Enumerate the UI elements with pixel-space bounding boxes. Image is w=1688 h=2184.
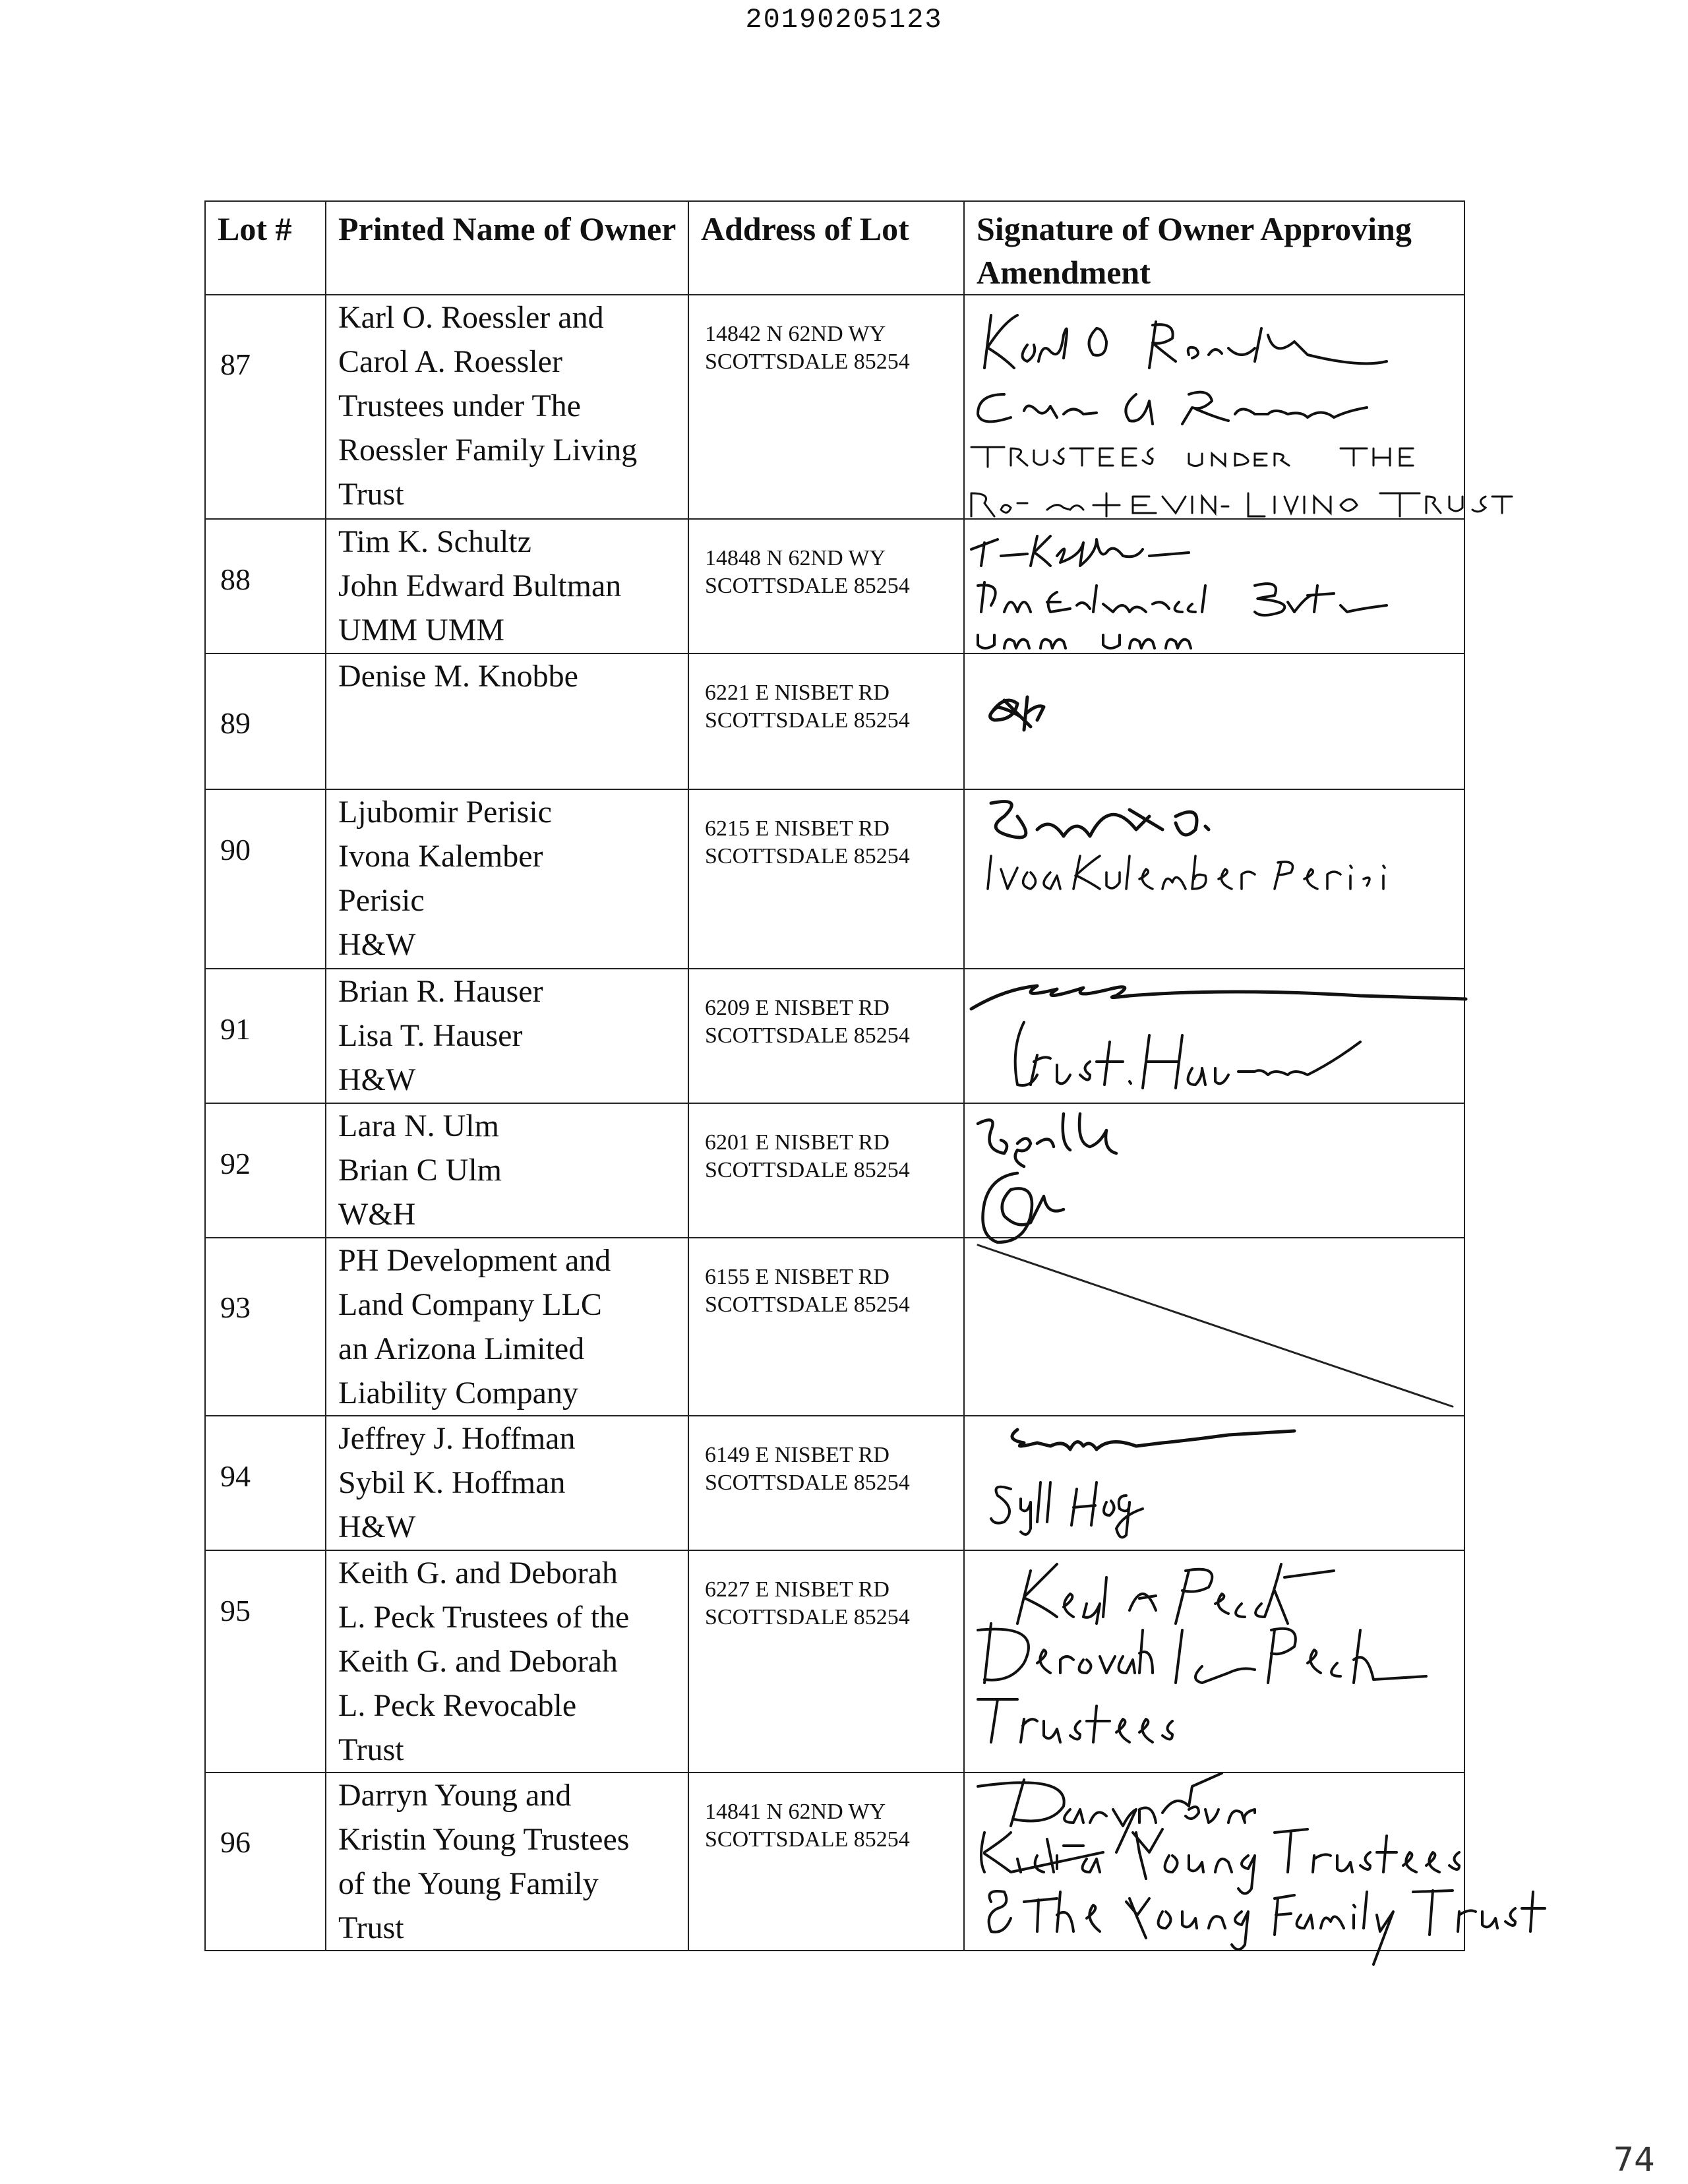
lot-number: 91	[220, 1012, 251, 1046]
address-cell	[688, 1773, 964, 1951]
table-row	[205, 1238, 1464, 1416]
signature-cell	[964, 1773, 1464, 1951]
address-cell	[688, 1550, 964, 1773]
address-city: SCOTTSDALE 85254	[705, 1023, 910, 1048]
owner-name-line: Tim K. Schultz	[338, 524, 531, 559]
owner-name-line: Darryn Young and	[338, 1778, 572, 1813]
header-address: Address of Lot	[688, 201, 964, 295]
document-number: 20190205123	[745, 4, 943, 36]
owner-name-line: Lara N. Ulm	[338, 1108, 499, 1143]
address-cell	[688, 789, 964, 969]
table-row	[205, 1416, 1464, 1550]
address-cell	[688, 969, 964, 1103]
owner-name-line: an Arizona Limited	[338, 1331, 585, 1366]
signature-cell	[964, 1103, 1464, 1238]
owner-name-line: L. Peck Revocable	[338, 1688, 577, 1723]
handwritten-signature	[965, 1773, 1465, 1950]
address-cell	[688, 653, 964, 789]
owner-name-cell	[326, 295, 688, 519]
address-street: 6221 E NISBET RD	[705, 681, 889, 705]
handwritten-signature	[965, 1104, 1465, 1237]
lot-number: 92	[220, 1147, 251, 1180]
handwritten-signature	[965, 790, 1465, 968]
owner-name-line: Ivona Kalember	[338, 839, 543, 874]
strike-line	[965, 1238, 1465, 1415]
owner-name-cell	[326, 519, 688, 653]
lot-cell	[205, 1773, 326, 1951]
address-street: 6155 E NISBET RD	[705, 1265, 889, 1289]
owners-table	[204, 200, 1465, 1951]
handwritten-signature	[965, 654, 1465, 789]
owner-name-line: Brian C Ulm	[338, 1153, 502, 1188]
address-city: SCOTTSDALE 85254	[705, 1292, 910, 1317]
address-street: 6227 E NISBET RD	[705, 1577, 889, 1602]
table-row	[205, 1773, 1464, 1951]
table-row	[205, 1103, 1464, 1238]
table-row	[205, 1550, 1464, 1773]
address-street: 6149 E NISBET RD	[705, 1443, 889, 1467]
handwritten-signature	[965, 1551, 1465, 1772]
address-cell	[688, 1238, 964, 1416]
lot-cell	[205, 519, 326, 653]
owner-name-line: Perisic	[338, 883, 425, 918]
lot-cell	[205, 1416, 326, 1550]
lot-number: 90	[220, 833, 251, 866]
signature-cell	[964, 1238, 1464, 1416]
lot-cell	[205, 789, 326, 969]
signature-cell	[964, 1416, 1464, 1550]
owner-name-line: Lisa T. Hauser	[338, 1018, 523, 1053]
address-street: 14842 N 62ND WY	[705, 322, 886, 346]
handwritten-signature	[965, 969, 1465, 1103]
address-city: SCOTTSDALE 85254	[705, 1158, 910, 1182]
owner-name-line: John Edward Bultman	[338, 568, 622, 603]
table-row	[205, 789, 1464, 969]
signature-cell	[964, 789, 1464, 969]
address-city: SCOTTSDALE 85254	[705, 844, 910, 868]
owner-name-line: L. Peck Trustees of the	[338, 1600, 630, 1635]
page-mark: 74	[1613, 2140, 1655, 2179]
owner-name-line: of the Young Family	[338, 1866, 599, 1901]
lot-cell	[205, 969, 326, 1103]
owner-name-cell	[326, 1550, 688, 1773]
handwritten-signature	[965, 295, 1465, 518]
lot-cell	[205, 1238, 326, 1416]
owner-name-line: W&H	[338, 1197, 416, 1232]
owner-name-line: PH Development and	[338, 1243, 611, 1278]
owner-name-line: H&W	[338, 1062, 416, 1097]
address-city: SCOTTSDALE 85254	[705, 708, 910, 733]
address-city: SCOTTSDALE 85254	[705, 349, 910, 374]
owner-name-line: Keith G. and Deborah	[338, 1644, 618, 1679]
address-city: SCOTTSDALE 85254	[705, 1471, 910, 1495]
lot-number: 89	[220, 706, 251, 740]
owner-name-line: Land Company LLC	[338, 1287, 602, 1322]
signature-cell	[964, 653, 1464, 789]
header-name: Printed Name of Owner	[326, 201, 688, 295]
owner-name-line: Trust	[338, 1910, 404, 1945]
owner-name-cell	[326, 1238, 688, 1416]
owner-name-line: Carol A. Roessler	[338, 344, 562, 379]
owner-name-line: UMM UMM	[338, 613, 505, 648]
owner-name-cell	[326, 653, 688, 789]
owner-name-line: H&W	[338, 927, 416, 962]
lot-number: 87	[220, 348, 251, 381]
handwritten-signature	[965, 520, 1465, 653]
owner-name-line: Ljubomir Perisic	[338, 795, 552, 830]
owner-name-cell	[326, 969, 688, 1103]
address-cell	[688, 1103, 964, 1238]
handwritten-signature	[965, 1416, 1465, 1550]
table-row	[205, 295, 1464, 519]
owner-name-line: Trustees under The	[338, 388, 581, 423]
lot-number: 95	[220, 1594, 251, 1627]
owner-name-cell	[326, 1773, 688, 1951]
owner-name-cell	[326, 1416, 688, 1550]
address-street: 6215 E NISBET RD	[705, 816, 889, 841]
address-city: SCOTTSDALE 85254	[705, 574, 910, 598]
owner-name-line: Trust	[338, 477, 404, 512]
address-cell	[688, 1416, 964, 1550]
owner-name-line: Keith G. and Deborah	[338, 1556, 618, 1591]
table-row	[205, 969, 1464, 1103]
header-row	[205, 201, 1464, 295]
lot-cell	[205, 295, 326, 519]
lot-number: 94	[220, 1459, 251, 1493]
owner-name-line: Liability Company	[338, 1376, 578, 1410]
owner-name-cell	[326, 789, 688, 969]
owner-name-line: H&W	[338, 1509, 416, 1544]
lot-number: 88	[220, 562, 251, 596]
address-city: SCOTTSDALE 85254	[705, 1605, 910, 1629]
address-city: SCOTTSDALE 85254	[705, 1827, 910, 1852]
address-street: 6201 E NISBET RD	[705, 1130, 889, 1155]
owner-name-line: Sybil K. Hoffman	[338, 1465, 566, 1500]
signature-cell	[964, 969, 1464, 1103]
owner-name-line: Roessler Family Living	[338, 433, 638, 468]
owner-name-line: Karl O. Roessler and	[338, 300, 604, 335]
owner-name-cell	[326, 1103, 688, 1238]
owner-name-line: Kristin Young Trustees	[338, 1822, 630, 1857]
address-cell	[688, 295, 964, 519]
lot-cell	[205, 1103, 326, 1238]
signature-cell	[964, 295, 1464, 519]
owner-name-line: Jeffrey J. Hoffman	[338, 1421, 576, 1456]
address-cell	[688, 519, 964, 653]
owner-name-line: Trust	[338, 1732, 404, 1767]
address-street: 6209 E NISBET RD	[705, 996, 889, 1020]
address-street: 14841 N 62ND WY	[705, 1800, 886, 1824]
owner-name-line: Brian R. Hauser	[338, 974, 543, 1009]
lot-cell	[205, 1550, 326, 1773]
header-signature: Signature of Owner Approving Amendment	[964, 201, 1464, 295]
address-street: 14848 N 62ND WY	[705, 546, 886, 570]
table-row	[205, 519, 1464, 653]
lot-number: 96	[220, 1825, 251, 1859]
table-row	[205, 653, 1464, 789]
header-lot: Lot #	[205, 201, 326, 295]
lot-cell	[205, 653, 326, 789]
lot-number: 93	[220, 1290, 251, 1324]
signature-cell	[964, 519, 1464, 653]
owner-name-line: Denise M. Knobbe	[338, 659, 578, 694]
signature-cell	[964, 1550, 1464, 1773]
